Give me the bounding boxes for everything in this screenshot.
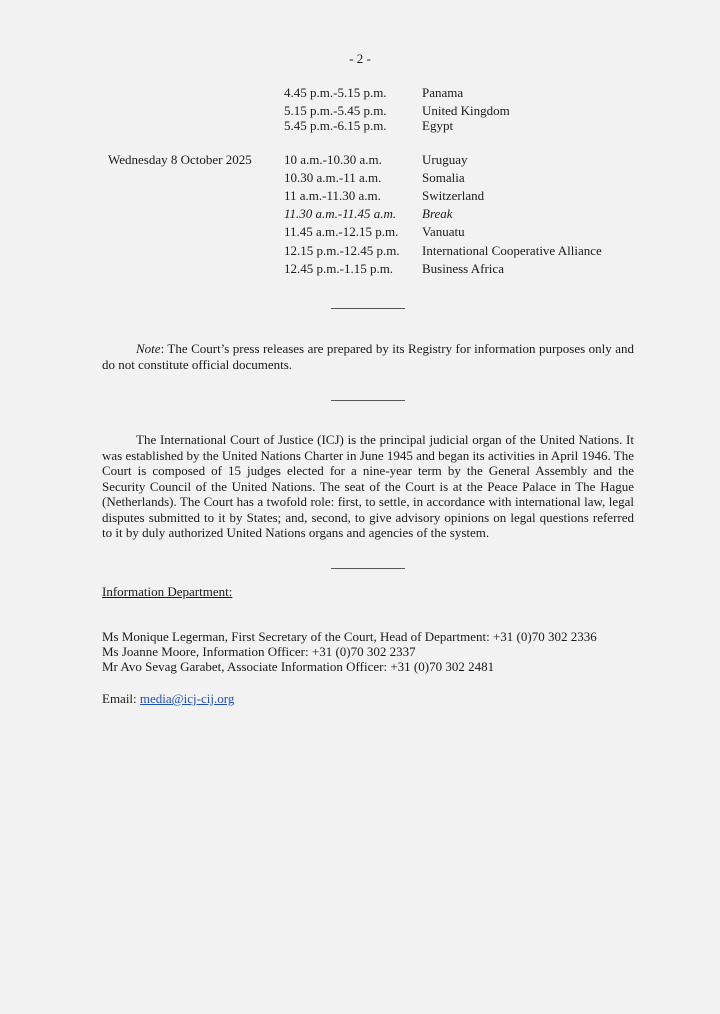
section-divider (331, 568, 405, 569)
schedule-time: 11.45 a.m.-12.15 p.m. (284, 224, 399, 239)
email-line (102, 691, 234, 707)
schedule-participant: Switzerland (422, 188, 485, 203)
schedule-participant: Egypt (422, 118, 454, 133)
schedule-participant: Panama (422, 85, 464, 100)
about-icj-paragraph (102, 432, 634, 541)
contact-line: Ms Monique Legerman, First Secretary of the Court, Head of Department: +31 (0)70 302 2336 (102, 629, 597, 644)
schedule-participant: United Kingdom (422, 103, 510, 118)
schedule-time: 12.15 p.m.-12.45 p.m. (284, 243, 400, 258)
note-text: : The Court’s press releases are prepared by its Registry for information purposes only and do not constitute official documents. (102, 341, 634, 372)
schedule-time: 12.45 p.m.-1.15 p.m. (284, 261, 394, 276)
schedule-participant: Vanuatu (422, 224, 465, 239)
note-label: Note (136, 341, 161, 356)
section-divider (331, 308, 405, 309)
note-paragraph (102, 341, 634, 372)
info-department-heading: Information Department: (102, 584, 233, 599)
schedule-time: 10.30 a.m.-11 a.m. (284, 170, 382, 185)
schedule-participant: Somalia (422, 170, 465, 185)
schedule-time: 10 a.m.-10.30 a.m. (284, 152, 382, 167)
schedule-time: 4.45 p.m.-5.15 p.m. (284, 85, 387, 100)
email-link[interactable]: media@icj-cij.org (139, 691, 235, 706)
page-number: - 2 - (349, 51, 371, 66)
schedule-time: 5.15 p.m.-5.45 p.m. (284, 103, 387, 118)
schedule-participant: Uruguay (422, 152, 468, 167)
schedule-time-break: 11.30 a.m.-11.45 a.m. (284, 206, 397, 221)
schedule-time: 5.45 p.m.-6.15 p.m. (284, 118, 387, 133)
about-icj-text: The International Court of Justice (ICJ) is the principal judicial organ of the United Nations. It was established by the United Nations Charter in June 1945 and began its activities in April 1946. The Court is composed of 15 judges elected for a nine-year term by the General Assembly and the Security Council of the United Nations. The seat of the Court is at the Peace Palace in The Hague (Netherlands). The Court has a twofold role: first, to settle, in accordance with international law, legal disputes submitted to it by States; and, second, to give advisory opinions on legal questions referred to it by duly authorized United Nations organs and agencies of the system. (102, 432, 634, 540)
section-divider (331, 400, 405, 401)
schedule-participant: International Cooperative Alliance (422, 243, 602, 258)
schedule-break-label: Break (422, 206, 453, 221)
contact-line: Ms Joanne Moore, Information Officer: +31 (0)70 302 2337 (102, 644, 416, 659)
schedule-day-label: Wednesday 8 October 2025 (108, 152, 252, 167)
schedule-time: 11 a.m.-11.30 a.m. (284, 188, 381, 203)
schedule-participant: Business Africa (422, 261, 504, 276)
contact-line: Mr Avo Sevag Garabet, Associate Information Officer: +31 (0)70 302 2481 (102, 659, 495, 674)
email-label: Email: (102, 691, 140, 706)
